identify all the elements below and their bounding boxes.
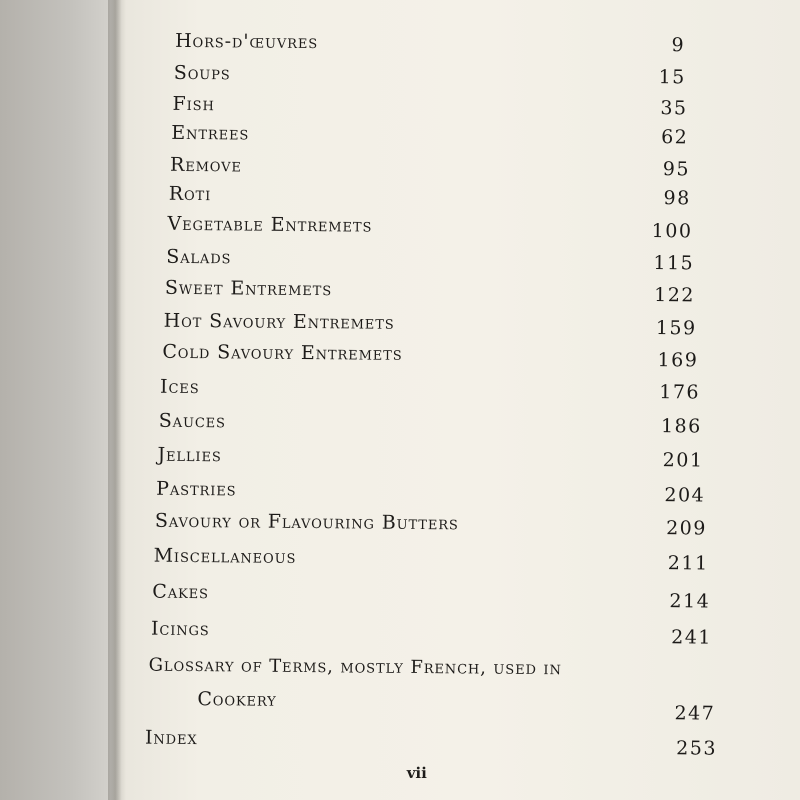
toc-entry-page: 159: [655, 317, 697, 340]
toc-entry-page: 122: [654, 284, 696, 307]
toc-entry-title: Fish: [172, 92, 215, 116]
toc-entry-title: Soups: [173, 61, 231, 85]
toc-entry-title: Pastries: [156, 477, 237, 501]
toc-entry-page: 241: [671, 626, 713, 649]
toc-entry-page: 201: [662, 449, 704, 472]
toc-entry-page: 211: [667, 552, 709, 575]
toc-entry-title: Index: [144, 726, 198, 750]
toc-entry-title: Salads: [166, 245, 232, 269]
toc-entry-page: 247: [674, 702, 716, 725]
toc-entry-title: Cold Savoury Entremets: [162, 340, 403, 365]
toc-entry-title: Roti: [168, 182, 212, 206]
toc-entry-page: 100: [651, 220, 693, 243]
toc-entry-page: 204: [664, 484, 706, 507]
toc-entry-title: Savoury or Flavouring Butters: [154, 509, 459, 535]
toc-entry-page: 95: [662, 158, 691, 181]
toc-entry-title: Entrees: [171, 121, 250, 145]
toc-entry-page: 169: [657, 349, 699, 372]
toc-entry-title: Jellies: [157, 443, 222, 467]
toc-entry-title: Glossary of Terms, mostly French, used in: [148, 654, 562, 680]
toc-entry-page: 98: [663, 187, 691, 210]
page-folio: vii: [406, 763, 427, 783]
toc-entry-page: 115: [653, 252, 695, 275]
toc-entry-page: 253: [676, 737, 718, 760]
toc-entry-title: Icings: [150, 617, 210, 641]
toc-entry-title: Sweet Entremets: [164, 276, 333, 301]
toc-entry-title: Vegetable Entremets: [167, 212, 373, 237]
toc-entry-page: 15: [658, 66, 686, 89]
toc-entry-page: 35: [660, 97, 688, 120]
toc-entry-title: Cookery: [197, 688, 277, 711]
toc-entry-page: 214: [669, 590, 711, 613]
toc-entry-page: 62: [661, 126, 689, 149]
toc-entry-page: 209: [666, 517, 707, 540]
toc-entry-page: 176: [659, 381, 701, 404]
toc-entry-page: [644, 661, 714, 662]
toc-entry-page: 9: [671, 34, 686, 57]
toc-entry-title: Cakes: [152, 580, 209, 604]
toc-entry-title: Hors-d'œuvres: [175, 29, 319, 54]
toc-entry-page: 186: [660, 415, 702, 438]
toc-entry-title: Sauces: [158, 409, 227, 433]
toc-entry-title: Miscellaneous: [153, 544, 297, 568]
toc-entry-title: Hot Savoury Entremets: [163, 309, 395, 334]
toc-entry-title: Ices: [160, 375, 200, 399]
toc-entry-title: Remove: [169, 153, 242, 177]
